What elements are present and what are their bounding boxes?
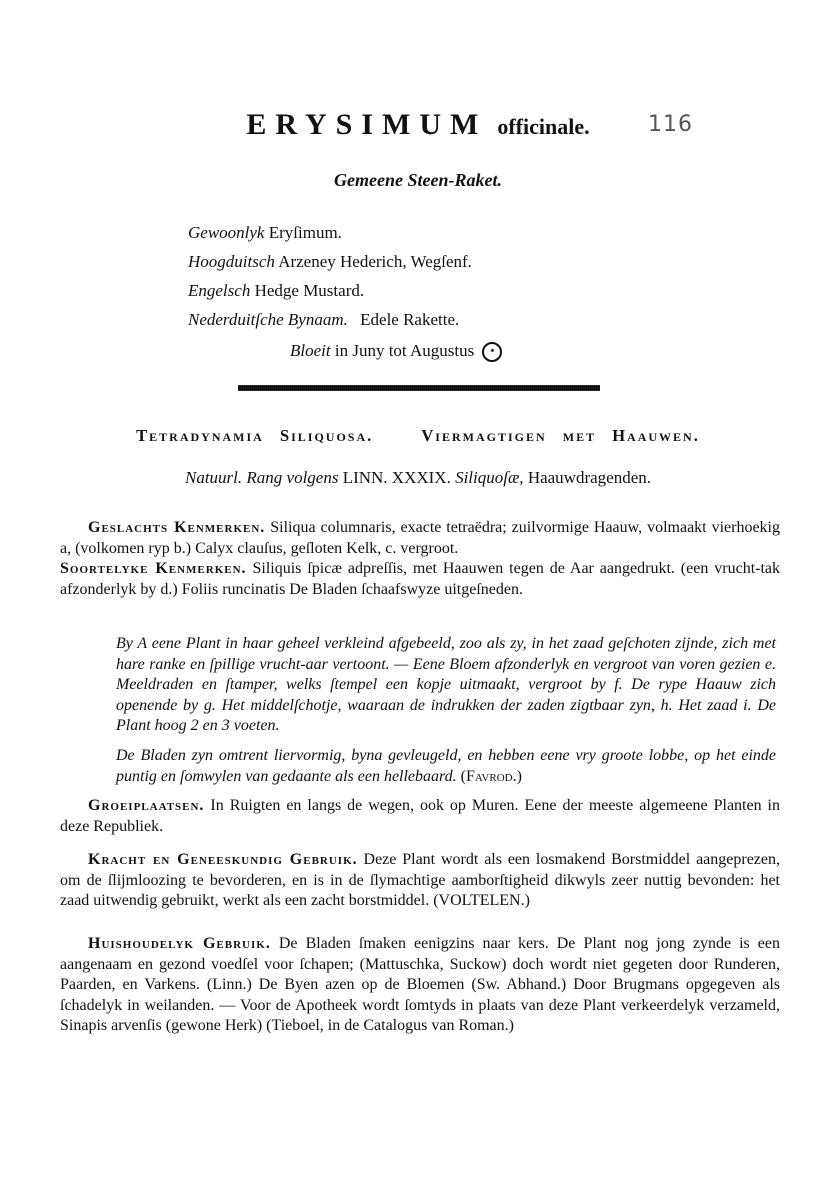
perennial-symbol-icon: •: [482, 342, 502, 362]
medicinal-text: Deze Plant wordt als een losmakend Borstmiddel aangeprezen, om de ſlijmloozing te bevorderen, en is in de ſlymachtige aamborſtigheid dikwyls zeer nuttig bevonden: het zaad uitwendig gebruikt, werkt als een zacht borstmiddel.: [60, 851, 781, 909]
genus-title: ERYSIMUM: [246, 108, 488, 141]
name-value: Eryſimum.: [268, 223, 342, 242]
natural-order-dutch: Haauwdragenden.: [527, 468, 652, 487]
medicinal-section: [60, 850, 780, 912]
species-title: officinale.: [497, 114, 590, 139]
natural-order: [0, 468, 836, 488]
species-characters-heading: Soortelyke Kenmerken.: [60, 560, 247, 577]
name-language: Gewoonlyk: [188, 223, 265, 242]
natural-order-linn: LINN. XXXIX.: [342, 468, 451, 487]
name-value: Edele Rakette.: [360, 310, 460, 329]
name-value: Hedge Mustard.: [254, 281, 365, 300]
common-name: Gemeene Steen-Raket.: [334, 170, 502, 190]
medicinal-paragraph: [60, 850, 780, 912]
name-language: Nederduitſche Bynaam.: [188, 310, 348, 329]
habitat-heading: Groeiplaatsen.: [88, 797, 205, 814]
natural-order-prefix: Natuurl. Rang volgens: [184, 468, 339, 487]
habitat-paragraph: [60, 796, 780, 837]
class-dutch: Viermagtigen met Haauwen.: [421, 426, 700, 445]
name-value: Arzeney Hederich, Wegſenf.: [278, 252, 472, 271]
household-section: [60, 934, 780, 1037]
bloom-label: Bloeit: [290, 341, 331, 360]
bloom-text: in Juny tot Augustus: [334, 341, 475, 360]
vernacular-names: [188, 218, 708, 334]
leaf-description-author: (Favrod.): [460, 767, 522, 785]
household-text: De Bladen ſmaken eenigzins naar kers. De Plant nog jong zynde is een aangenaam en gezond voedſel voor ſchapen; (Mattuschka, Suckow) doch wordt niet gegeten door Runderen, Paarden, en Varkens. (Linn.) De Byen azen op de Bloemen (Sw. Abhand.) Door Brugmans opgegeven als ſchadelyk in weilanden. — Voor de Apotheek wordt ſomtyds in plaats van deze Plant verkeerdelyk verzameld, Sinapis arvenſis (gewone Herk) (Tieboel, in de Catalogus van Roman.): [60, 935, 781, 1034]
leaf-description-text: De Bladen zyn omtrent liervormig, byna gevleugeld, en hebben eene vry groote lobbe, op het einde puntig en ſomwylen van gedaante als een hellebaard.: [116, 747, 776, 785]
handwritten-page-number: 116: [648, 112, 693, 137]
genus-characters-heading: Geslachts Kenmerken.: [88, 519, 266, 536]
figure-description: By A eene Plant in haar geheel verkleind afgebeeld, zoo als zy, in het zaad geſchoten zijnde, zich met hare ranke en ſpillige vrucht-aar vertoont. — Eene Bloem afzonderlyk en vergroot van voren gezien e. Meeldraden en ſtamper, welks ſtempel een kopje uitmaakt, vergroot by f. De rype Haauw zich openende by g. Het middelſchotje, waaraan de indrukken der zaden zigtbaar zyn, h. Het zaad i. De Plant hoog 2 en 3 voeten.: [116, 635, 776, 734]
genus-characters-text: Siliqua columnaris, exacte tetraëdra; zuilvormige Haauw, volmaakt vierhoekig a, (volkomen ryp b.) Calyx clauſus, geſloten Kelk, c. vergroot.: [60, 519, 780, 557]
bloom-period: [290, 341, 502, 362]
medicinal-heading: Kracht en Geneeskundig Gebruik.: [88, 851, 358, 868]
species-characters: [60, 559, 780, 600]
medicinal-author: (VOLTELEN.): [433, 892, 530, 909]
habitat-section: [60, 796, 780, 837]
household-paragraph: [60, 934, 780, 1037]
linnaean-class: [0, 426, 836, 446]
characters-section: [60, 518, 780, 600]
name-row: [188, 247, 708, 276]
habitat-text: In Ruigten en langs de wegen, ook op Muren. Eene der meeste algemeene Planten in deze Republiek.: [60, 797, 781, 835]
name-language: Hoogduitsch: [188, 252, 275, 271]
page-title: [0, 108, 836, 142]
name-row: [188, 305, 708, 334]
ornamental-divider: [238, 385, 600, 391]
class-latin: Tetradynamia Siliquosa.: [136, 426, 374, 445]
genus-characters: [60, 518, 780, 559]
leaf-description: [116, 746, 776, 787]
natural-order-latin: Siliquoſæ,: [455, 468, 524, 487]
name-language: Engelsch: [188, 281, 251, 300]
name-row: [188, 218, 708, 247]
name-row: [188, 276, 708, 305]
household-heading: Huishoudelyk Gebruik.: [88, 935, 271, 952]
species-characters-text: Siliquis ſpicæ adpreſſis, met Haauwen tegen de Aar aangedrukt. (een vrucht-tak afzonderlyk by d.) Foliis runcinatis De Bladen ſchaafswyze uitgeſneden.: [60, 560, 781, 598]
